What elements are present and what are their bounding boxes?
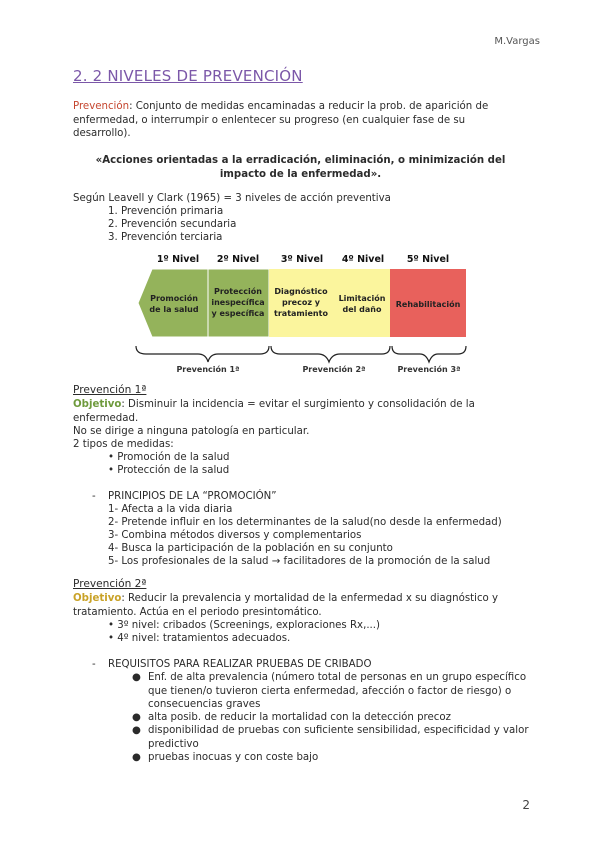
brace-secondary [271, 346, 390, 362]
leavell-item: 1. Prevención primaria [108, 206, 224, 217]
level-box-limitacion [334, 269, 390, 337]
box-text: Promoción [150, 294, 198, 303]
level-label: 1º Nivel [156, 254, 200, 265]
principle-item: 1- Afecta a la vida diaria [108, 504, 233, 515]
section-heading-secondary: Prevención 2ª [73, 578, 147, 590]
measure-item: • Protección de la salud [108, 465, 230, 476]
dash-bullet: - [92, 659, 96, 670]
box-text: Protección [214, 287, 262, 296]
prevention-definition-text: : Conjunto de medidas encaminadas a reducir la prob. de aparición de enfermedad, o interrumpir o enlentecer su progreso (en cualquier fase de su desarrollo). [73, 101, 489, 140]
primary-measures-title: 2 tipos de medidas: [73, 439, 174, 450]
bullet-dot: ● [132, 672, 141, 683]
prevention-levels-diagram [120, 248, 490, 378]
page-title: 2. 2 NIVELES DE PREVENCIÓN [73, 67, 303, 85]
leavell-item: 3. Prevención terciaria [108, 232, 223, 243]
box-text: de la salud [149, 305, 199, 314]
principles-title: PRINCIPIOS DE LA “PROMOCIÓN” [108, 491, 277, 502]
prevention-definition [73, 100, 513, 141]
quote: «Acciones orientadas a la erradicación, eliminación, o minimización del impacto de la enfermedad». [95, 155, 506, 180]
level-label: 5º Nivel [406, 254, 450, 265]
principle-item: 2- Pretende influir en los determinantes de la salud(no desde la enfermedad) [108, 517, 502, 528]
leavell-text: Según Leavell y Clark (1965) = 3 niveles de acción preventiva [73, 193, 391, 204]
objective-text: : Disminuir la incidencia = evitar el surgimiento y consolidación de la enfermedad. [73, 399, 475, 424]
box-text: Limitación [338, 294, 386, 303]
box-text: precoz y [282, 298, 320, 307]
brace-label: Prevención 1ª [176, 365, 240, 374]
requirement-item: pruebas inocuas y con coste bajo [148, 752, 319, 763]
author-name: M.Vargas [494, 36, 540, 47]
secondary-item: • 4º nivel: tratamientos adecuados. [108, 633, 291, 644]
level-label: 3º Nivel [280, 254, 324, 265]
level-label: 4º Nivel [341, 254, 385, 265]
secondary-objective [73, 592, 513, 619]
objective-text: : Reducir la prevalencia y mortalidad de la enfermedad x su diagnóstico y tratamiento. Actúa en el periodo presintomático. [73, 593, 499, 618]
requirement-item: disponibilidad de pruebas con suficiente sensibilidad, especificidad y valor predictivo [148, 725, 529, 750]
objective-label: Objetivo [73, 593, 122, 604]
brace-label: Prevención 3ª [397, 365, 461, 374]
bullet-dot: ● [132, 725, 141, 736]
box-text: del daño [342, 305, 382, 314]
requirement-item: alta posib. de reducir la mortalidad con la detección precoz [148, 712, 451, 723]
box-text: inespecífica [211, 298, 265, 307]
box-text: tratamiento [274, 309, 328, 318]
box-text: y específica [211, 309, 265, 318]
brace-tertiary [392, 346, 466, 362]
measure-item: • Promoción de la salud [108, 452, 230, 463]
dash-bullet: - [92, 491, 96, 502]
leavell-item: 2. Prevención secundaria [108, 219, 237, 230]
box-text: Diagnóstico [274, 287, 328, 296]
principle-item: 4- Busca la participación de la población en su conjunto [108, 543, 393, 554]
primary-objective [73, 398, 513, 425]
principle-item: 5- Los profesionales de la salud → facilitadores de la promoción de la salud [108, 556, 491, 567]
secondary-item: • 3º nivel: cribados (Screenings, exploraciones Rx,...) [108, 620, 381, 631]
level-label: 2º Nivel [216, 254, 260, 265]
bullet-dot: ● [132, 752, 141, 763]
level-box-promocion [138, 269, 208, 337]
brace-label: Prevención 2ª [302, 365, 366, 374]
prevention-term: Prevención [73, 101, 130, 112]
objective-label: Objetivo [73, 399, 122, 410]
requirements-title: REQUISITOS PARA REALIZAR PRUEBAS DE CRIBADO [108, 659, 372, 670]
primary-note: No se dirige a ninguna patología en particular. [73, 426, 310, 437]
box-text: Rehabilitación [395, 300, 461, 309]
principle-item: 3- Combina métodos diversos y complementarios [108, 530, 362, 541]
brace-primary [136, 346, 269, 362]
bullet-dot: ● [132, 712, 141, 723]
page-number: 2 [522, 798, 530, 812]
requirement-item: Enf. de alta prevalencia (número total de personas en un grupo específico que tienen/o tuvieron cierta enfermedad, afección o factor de riesgo) o consecuencias graves [148, 672, 527, 711]
section-heading-primary: Prevención 1ª [73, 384, 147, 396]
